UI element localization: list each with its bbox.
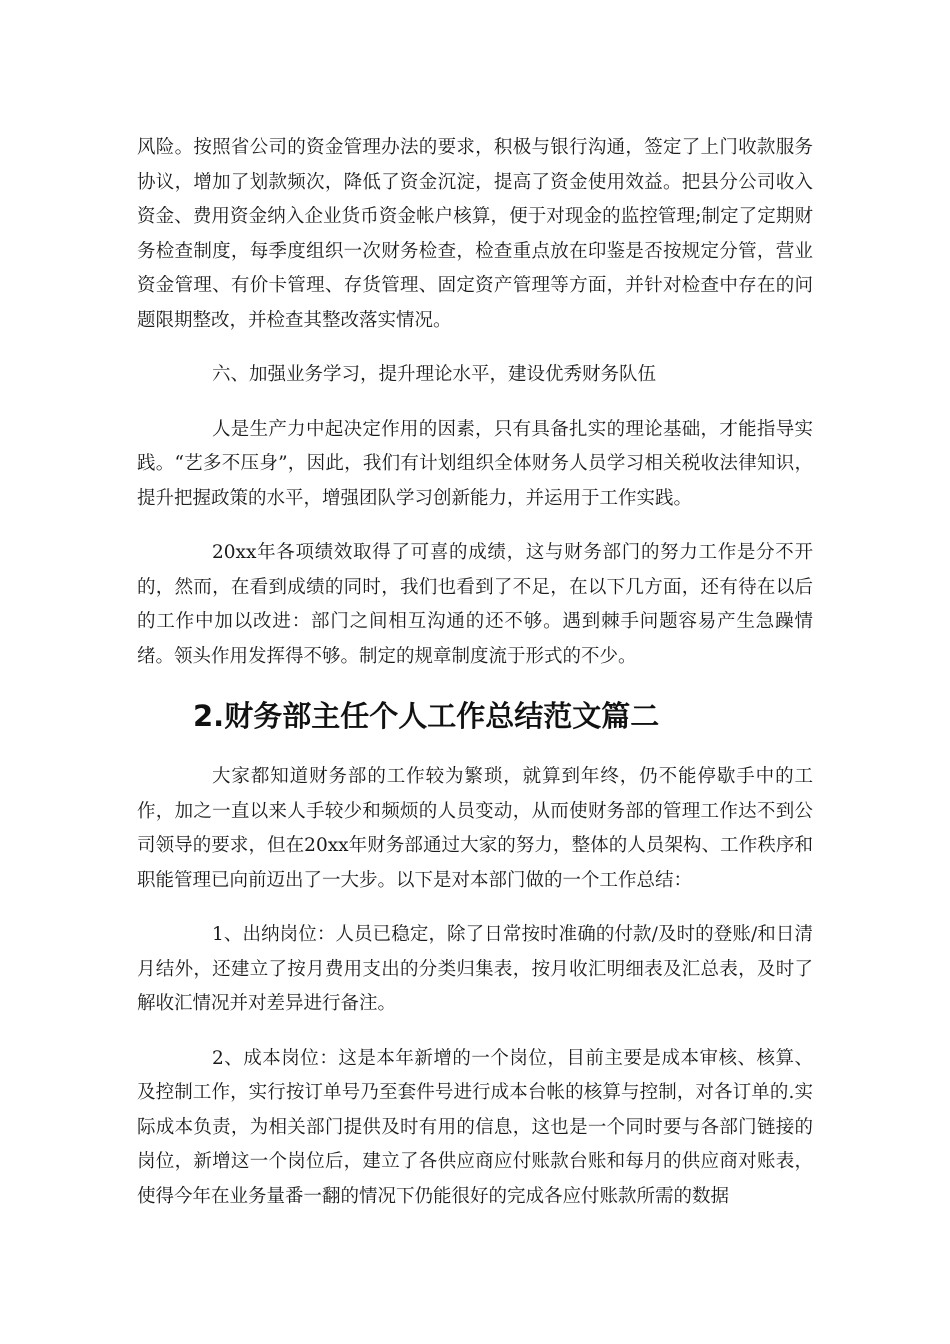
- paragraph-team-learning: 人是生产力中起决定作用的因素，只有具备扎实的理论基础，才能指导实践。“艺多不压身”，因此，我们有计划组织全体财务人员学习相关税收法律知识，提升把握政策的水平，增强团队学习创新能力，并运用于工作实践。: [137, 418, 813, 509]
- paragraph-cost-post: 2、成本岗位：这是本年新增的一个岗位，目前主要是成本审核、核算、及控制工作，实行按订单号乃至套件号进行成本台帐的核算与控制，对各订单的.实际成本负责，为相关部门提供及时有用的信息，这也是一个同时要与各部门链接的岗位，新增这一个岗位后，建立了各供应商应付账款台账和每月的供应商对账表，使得今年在业务量番一翻的情况下仍能很好的完成各应付账款所需的数据: [137, 1047, 813, 1207]
- paragraph-shortcomings: 20xx年各项绩效取得了可喜的成绩，这与财务部门的努力工作是分不开的，然而，在看到成绩的同时，我们也看到了不足，在以下几方面，还有待在以后的工作中加以改进：部门之间相互沟通的还不够。遇到棘手问题容易产生急躁情绪。领头作用发挥得不够。制定的规章制度流于形式的不少。: [137, 542, 813, 667]
- paragraph-intro-two: 大家都知道财务部的工作较为繁琐，就算到年终，仍不能停歇手中的工作，加之一直以来人手较少和频烦的人员变动，从而使财务部的管理工作达不到公司领导的要求，但在20xx年财务部通过大家的努力，整体的人员架构、工作秩序和职能管理已向前迈出了一大步。以下是对本部门做的一个工作总结：: [137, 766, 813, 891]
- section-heading-six: 六、加强业务学习，提升理论水平，建设优秀财务队伍: [212, 364, 657, 385]
- article-heading-two: 2.财务部主任个人工作总结范文篇二: [193, 699, 660, 733]
- paragraph-cashier-post: 1、出纳岗位：人员已稳定，除了日常按时准确的付款/及时的登账/和日清月结外，还建立了按月费用支出的分类归集表，按月收汇明细表及汇总表，及时了解收汇情况并对差异进行备注。: [137, 924, 813, 1014]
- paragraph-fund-risk: 风险。按照省公司的资金管理办法的要求，积极与银行沟通，签定了上门收款服务协议，增加了划款频次，降低了资金沉淀，提高了资金使用效益。把县分公司收入资金、费用资金纳入企业货币资金帐户核算，便于对现金的监控管理;制定了定期财务检查制度，每季度组织一次财务检查，检查重点放在印鉴是否按规定分管，营业资金管理、有价卡管理、存货管理、固定资产管理等方面，并针对检查中存在的问题限期整改，并检查其整改落实情况。: [137, 137, 813, 331]
- document-body: [137, 131, 813, 1234]
